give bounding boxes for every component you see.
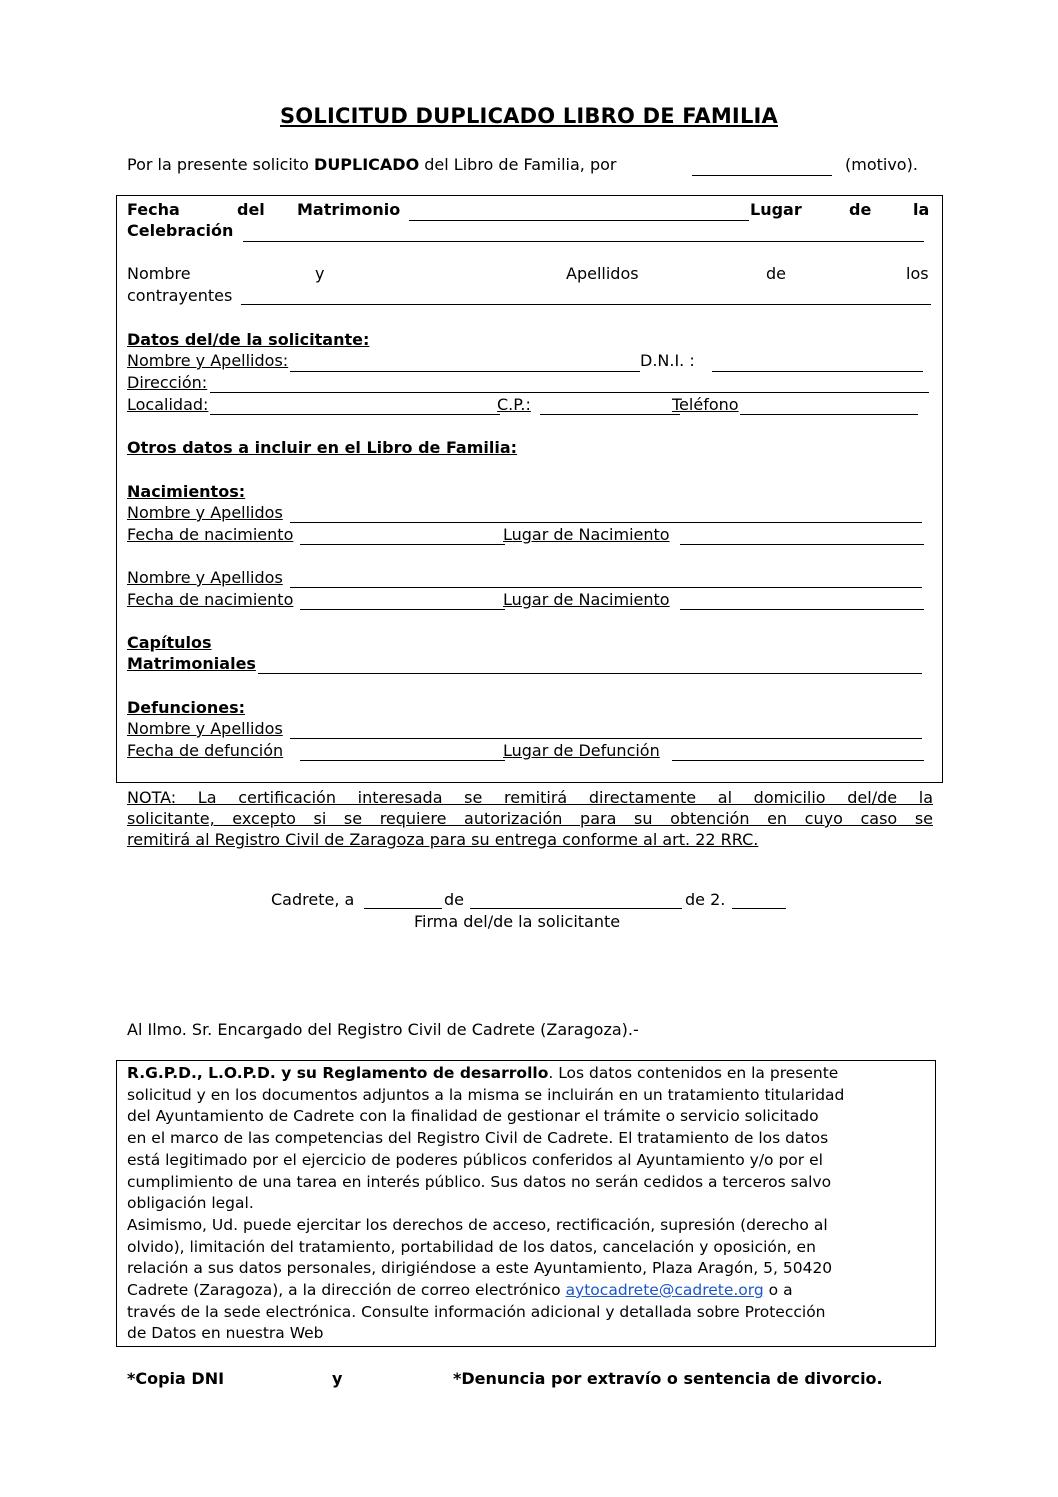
contrayentes-w4: de <box>766 264 786 283</box>
contrayentes-w6: contrayentes <box>127 286 233 305</box>
footer-y: y <box>332 1369 343 1388</box>
rgpd-line-1 <box>127 1063 838 1085</box>
cadrete-label: Cadrete, a <box>271 890 355 909</box>
contrayentes-w2: y <box>315 264 325 283</box>
defunciones-heading: Defunciones: <box>127 698 245 717</box>
copia-dni-text: *Copia DNI <box>127 1369 225 1388</box>
solicitante-cp-label: C.P.: <box>497 395 531 414</box>
defuncion-lugar-field[interactable] <box>672 760 924 761</box>
de-label-1: de <box>444 890 464 909</box>
contrayentes-w3: Apellidos <box>566 264 639 283</box>
capitulos-label-1: Capítulos <box>127 633 212 652</box>
motivo-suffix: (motivo). <box>845 155 918 174</box>
rgpd-line-11 <box>127 1280 793 1302</box>
defuncion-nombre-field[interactable] <box>290 738 922 739</box>
defuncion-nombre-label: Nombre y Apellidos <box>127 719 283 738</box>
celebracion-label: Celebración <box>127 221 234 240</box>
solicitante-localidad-field[interactable] <box>210 414 500 415</box>
firma-label: Firma del/de la solicitante <box>414 912 621 931</box>
rgpd-line-11a: Cadrete (Zaragoza), a la dirección de correo electrónico <box>127 1281 566 1299</box>
nota-line-3: remitirá al Registro Civil de Zaragoza para su entrega conforme al art. 22 RRC. <box>127 830 759 849</box>
otros-heading: Otros datos a incluir en el Libro de Familia: <box>127 438 518 457</box>
defuncion-lugar-label: Lugar de Defunción <box>503 741 660 760</box>
lugar-w3: la <box>913 200 930 219</box>
contrayentes-field[interactable] <box>241 304 931 305</box>
solicitante-telefono-field[interactable] <box>740 414 918 415</box>
rgpd-line-3: del Ayuntamiento de Cadrete con la finalidad de gestionar el trámite o servicio solicitado <box>127 1107 819 1125</box>
nacimiento1-lugar-label: Lugar de Nacimiento <box>503 525 670 544</box>
nacimiento2-nombre-label: Nombre y Apellidos <box>127 568 283 587</box>
fecha-w1: Fecha <box>127 200 180 219</box>
rgpd-line-12: través de la sede electrónica. Consulte información adicional y detallada sobre Protección <box>127 1303 826 1321</box>
nacimientos-heading: Nacimientos: <box>127 482 246 501</box>
nacimiento1-nombre-label: Nombre y Apellidos <box>127 503 283 522</box>
nacimiento2-fecha-field[interactable] <box>300 609 505 610</box>
intro-text <box>127 155 616 175</box>
solicitante-localidad-label: Localidad: <box>127 395 209 414</box>
rgpd-line-8: Asimismo, Ud. puede ejercitar los derechos de acceso, rectificación, supresión (derecho al <box>127 1216 828 1234</box>
fecha-w2: del <box>237 200 265 219</box>
nota-line-1: NOTA: La certificación interesada se remitirá directamente al domicilio del/de la <box>127 788 933 807</box>
anio-field[interactable] <box>732 908 786 909</box>
solicitante-cp-field[interactable] <box>540 414 680 415</box>
mes-field[interactable] <box>470 908 682 909</box>
solicitante-nombre-label: Nombre y Apellidos: <box>127 351 289 370</box>
defuncion-fecha-label: Fecha de defunción <box>127 741 284 760</box>
motivo-field[interactable] <box>692 175 832 176</box>
nacimiento1-nombre-field[interactable] <box>290 522 922 523</box>
rgpd-title: R.G.P.D., L.O.P.D. y su Reglamento de desarrollo <box>127 1064 549 1082</box>
nacimiento1-lugar-field[interactable] <box>680 544 924 545</box>
nacimiento1-fecha-label: Fecha de nacimiento <box>127 525 294 544</box>
page-title: SOLICITUD DUPLICADO LIBRO DE FAMILIA <box>279 104 778 128</box>
intro-post: del Libro de Familia, por <box>419 155 617 174</box>
rgpd-line-7: obligación legal. <box>127 1194 254 1212</box>
capitulos-field[interactable] <box>258 673 922 674</box>
rgpd-line-11b: o a <box>763 1281 793 1299</box>
lugar-w2: de <box>849 200 872 219</box>
dia-field[interactable] <box>364 908 442 909</box>
solicitante-heading: Datos del/de la solicitante: <box>127 330 370 349</box>
nacimiento1-fecha-field[interactable] <box>300 544 505 545</box>
de-label-2: de 2. <box>685 890 726 909</box>
capitulos-label-2: Matrimoniales <box>127 654 256 673</box>
nacimiento2-fecha-label: Fecha de nacimiento <box>127 590 294 609</box>
rgpd-line-4: en el marco de las competencias del Registro Civil de Cadrete. El tratamiento de los datos <box>127 1129 829 1147</box>
rgpd-line-6: cumplimiento de una tarea en interés público. Sus datos no serán cedidos a terceros salvo <box>127 1173 832 1191</box>
intro-bold: DUPLICADO <box>314 155 420 174</box>
nacimiento2-nombre-field[interactable] <box>290 587 922 588</box>
nacimiento2-lugar-field[interactable] <box>680 609 924 610</box>
denuncia-text: *Denuncia por extravío o sentencia de divorcio. <box>453 1369 883 1388</box>
nacimiento2-lugar-label: Lugar de Nacimiento <box>503 590 670 609</box>
lugar-celebracion-field[interactable] <box>243 241 924 242</box>
rgpd-line-5: está legitimado por el ejercicio de poderes públicos conferidos al Ayuntamiento y/o por el <box>127 1151 823 1169</box>
solicitante-dni-field[interactable] <box>712 371 923 372</box>
contrayentes-w1: Nombre <box>127 264 191 283</box>
solicitante-dni-label: D.N.I. : <box>640 351 695 370</box>
solicitante-nombre-field[interactable] <box>290 371 640 372</box>
rgpd-line-10: relación a sus datos personales, dirigiéndose a este Ayuntamiento, Plaza Aragón, 5, 50420 <box>127 1259 833 1277</box>
destinatario-text: Al Ilmo. Sr. Encargado del Registro Civil de Cadrete (Zaragoza).- <box>127 1020 639 1039</box>
solicitante-direccion-field[interactable] <box>210 392 929 393</box>
fecha-matrimonio-field[interactable] <box>409 220 749 221</box>
rgpd-line-2: solicitud y en los documentos adjuntos a la misma se incluirán en un tratamiento titularidad <box>127 1086 845 1104</box>
solicitante-telefono-label: Teléfono <box>672 395 739 414</box>
rgpd-line-1-text: . Los datos contenidos en la presente <box>548 1064 839 1082</box>
email-link[interactable]: aytocadrete@cadrete.org <box>565 1281 764 1299</box>
solicitante-direccion-label: Dirección: <box>127 373 208 392</box>
contrayentes-w5: los <box>906 264 929 283</box>
fecha-w3: Matrimonio <box>297 200 401 219</box>
nota-line-2: solicitante, excepto si se requiere autorización para su obtención en cuyo caso se <box>127 809 933 828</box>
intro-pre: Por la presente solicito <box>127 155 315 174</box>
defuncion-fecha-field[interactable] <box>300 760 505 761</box>
lugar-w1: Lugar <box>750 200 802 219</box>
rgpd-line-13: de Datos en nuestra Web <box>127 1324 324 1342</box>
rgpd-line-9: olvido), limitación del tratamiento, portabilidad de los datos, cancelación y oposición, en <box>127 1238 816 1256</box>
